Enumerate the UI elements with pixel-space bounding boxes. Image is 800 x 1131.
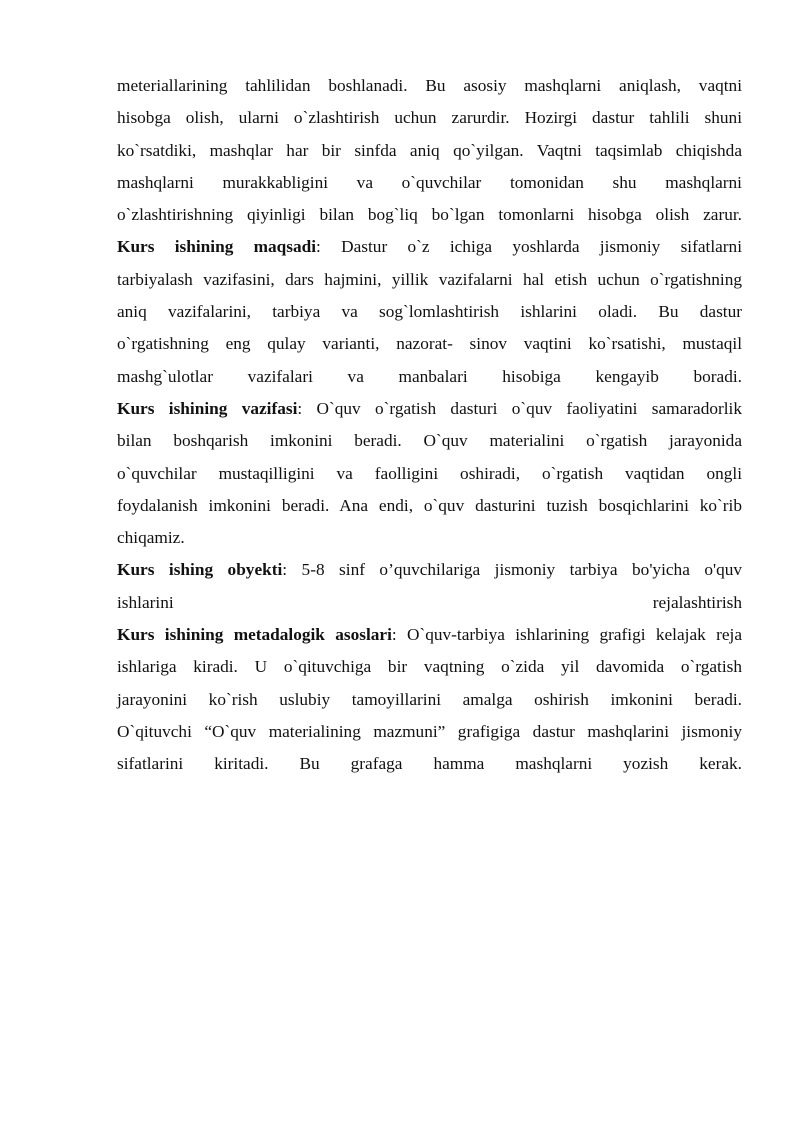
text-line [117, 748, 742, 780]
line-text: chiqamiz. [117, 528, 185, 548]
line-text: O`qituvchi “O`quv materialining mazmuni” grafigiga dastur mashqlarini jismoniy [117, 721, 742, 741]
line-text: : 5-8 sinf o’quvchilariga jismoniy tarbiya bo'yicha o'quv [282, 560, 742, 580]
line-text: tarbiyalash vazifasini, dars hajmini, yillik vazifalarni hal etish uchun o`rgatishning [117, 269, 742, 289]
line-text: ishlarini rejalashtirish [117, 592, 742, 612]
text-line [117, 522, 742, 554]
line-text: ishlariga kiradi. U o`qituvchiga bir vaqtning o`zida yil davomida o`rgatish [117, 657, 742, 677]
text-line [117, 619, 742, 651]
bold-heading: Kurs ishining metadalogik asoslari [117, 625, 392, 645]
line-text: mashg`ulotlar vazifalari va manbalari hisobiga kengayib boradi. [117, 366, 742, 386]
text-line [117, 296, 742, 328]
text-line [117, 554, 742, 586]
text-line [117, 328, 742, 360]
text-line [117, 684, 742, 716]
line-text: o`rgatishning eng qulay varianti, nazorat- sinov vaqtini ko`rsatishi, mustaqil [117, 334, 742, 354]
text-line [117, 651, 742, 683]
line-text: ko`rsatdiki, mashqlar har bir sinfda aniq qo`yilgan. Vaqtni taqsimlab chiqishda [117, 140, 742, 160]
line-text: mashqlarni murakkabligini va o`quvchilar tomonidan shu mashqlarni [117, 172, 742, 192]
text-line [117, 102, 742, 134]
line-text: : O`quv o`rgatish dasturi o`quv faoliyatini samaradorlik [297, 398, 742, 418]
text-line [117, 716, 742, 748]
text-line [117, 587, 742, 619]
text-line [117, 199, 742, 231]
line-text: jarayonini ko`rish uslubiy tamoyillarini amalga oshirish imkonini beradi. [117, 689, 742, 709]
text-line [117, 361, 742, 393]
line-text: : O`quv-tarbiya ishlarining grafigi kelajak reja [391, 625, 742, 645]
line-text: aniq vazifalarini, tarbiya va sog`lomlashtirish ishlarini oladi. Bu dastur [117, 302, 742, 322]
bold-heading: Kurs ishining vazifasi [117, 398, 298, 418]
text-line [117, 167, 742, 199]
text-line [117, 135, 742, 167]
line-text: meteriallarining tahlilidan boshlanadi. Bu asosiy mashqlarni aniqlash, vaqtni [117, 76, 742, 95]
line-text: o`quvchilar mustaqilligini va faolligini oshiradi, o`rgatish vaqtidan ongli [117, 463, 742, 483]
bold-heading: Kurs ishining maqsadi [117, 237, 317, 257]
text-line [117, 264, 742, 296]
line-text: foydalanish imkonini beradi. Ana endi, o`quv dasturini tuzish bosqichlarini ko`rib [117, 495, 742, 515]
text-line [117, 458, 742, 490]
line-text: o`zlashtirishning qiyinligi bilan bog`liq bo`lgan tomonlarni hisobga olish zarur. [117, 205, 742, 225]
text-line [117, 70, 742, 102]
text-line [117, 393, 742, 425]
line-text: sifatlarini kiritadi. Bu grafaga hamma mashqlarni yozish kerak. [117, 754, 742, 774]
bold-heading: Kurs ishing obyekti [117, 560, 283, 580]
text-line [117, 425, 742, 457]
text-line [117, 490, 742, 522]
document-body [117, 70, 742, 781]
line-text: hisobga olish, ularni o`zlashtirish uchun zarurdir. Hozirgi dastur tahlili shuni [117, 108, 742, 128]
text-line [117, 231, 742, 263]
line-text: bilan boshqarish imkonini beradi. O`quv materialini o`rgatish jarayonida [117, 431, 742, 451]
line-text: : Dastur o`z ichiga yoshlarda jismoniy sifatlarni [316, 237, 742, 257]
